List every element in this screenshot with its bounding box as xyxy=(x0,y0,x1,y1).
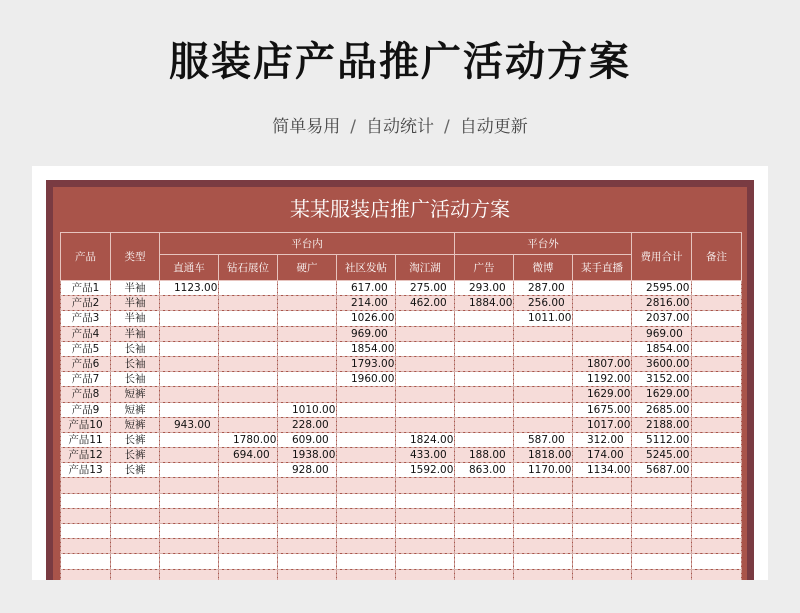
cell-msz[interactable]: 1807.00 xyxy=(573,356,632,371)
cell-note[interactable] xyxy=(692,417,742,432)
cell-product[interactable] xyxy=(61,478,111,493)
cell-yg[interactable] xyxy=(278,311,337,326)
header-channel: 微博 xyxy=(514,255,573,281)
header-product: 产品 xyxy=(61,233,111,281)
cell-total[interactable]: 1629.00 xyxy=(632,387,692,402)
cell-tjh[interactable] xyxy=(396,356,455,371)
cell-sqft[interactable]: 1854.00 xyxy=(337,341,396,356)
cell-msz[interactable] xyxy=(573,478,632,493)
cell-total[interactable]: 2685.00 xyxy=(632,402,692,417)
cell-ztc[interactable] xyxy=(160,341,219,356)
cell-wb[interactable] xyxy=(514,402,573,417)
cell-wb[interactable] xyxy=(514,493,573,508)
cell-yg[interactable]: 928.00 xyxy=(278,463,337,478)
cell-ztc[interactable] xyxy=(160,508,219,523)
cell-msz[interactable]: 312.00 xyxy=(573,432,632,447)
cell-type[interactable] xyxy=(111,554,160,569)
cell-yg[interactable]: 228.00 xyxy=(278,417,337,432)
cell-sqft[interactable]: 617.00 xyxy=(337,281,396,296)
header-total: 费用合计 xyxy=(632,233,692,281)
table-row xyxy=(61,432,742,447)
cell-note[interactable] xyxy=(692,311,742,326)
header-channel: 某手直播 xyxy=(573,255,632,281)
cell-yg[interactable] xyxy=(278,356,337,371)
cell-wb[interactable]: 287.00 xyxy=(514,281,573,296)
cell-gg[interactable] xyxy=(455,372,514,387)
cell-sqft[interactable]: 1793.00 xyxy=(337,356,396,371)
cell-zszw[interactable] xyxy=(219,417,278,432)
cell-yg[interactable] xyxy=(278,372,337,387)
cell-type[interactable]: 半袖 xyxy=(111,281,160,296)
cell-zszw[interactable] xyxy=(219,372,278,387)
cell-gg[interactable]: 293.00 xyxy=(455,281,514,296)
cell-wb[interactable] xyxy=(514,341,573,356)
cell-msz[interactable] xyxy=(573,341,632,356)
cell-yg[interactable] xyxy=(278,524,337,539)
cell-sqft[interactable] xyxy=(337,478,396,493)
cell-msz[interactable] xyxy=(573,493,632,508)
cell-tjh[interactable]: 433.00 xyxy=(396,448,455,463)
cell-note[interactable] xyxy=(692,569,742,580)
cell-gg[interactable]: 188.00 xyxy=(455,448,514,463)
cell-zszw[interactable] xyxy=(219,463,278,478)
cell-total[interactable]: 5245.00 xyxy=(632,448,692,463)
cell-type[interactable]: 长袖 xyxy=(111,356,160,371)
header-channel: 广告 xyxy=(455,255,514,281)
cell-ztc[interactable] xyxy=(160,554,219,569)
cell-tjh[interactable] xyxy=(396,493,455,508)
header-channel: 社区发帖 xyxy=(337,255,396,281)
cell-note[interactable] xyxy=(692,554,742,569)
table-row xyxy=(61,524,742,539)
cell-yg[interactable] xyxy=(278,341,337,356)
cell-gg[interactable] xyxy=(455,356,514,371)
cell-note[interactable] xyxy=(692,341,742,356)
cell-gg[interactable] xyxy=(455,508,514,523)
cell-wb[interactable] xyxy=(514,387,573,402)
cell-total[interactable]: 3152.00 xyxy=(632,372,692,387)
cell-gg[interactable] xyxy=(455,417,514,432)
cell-product[interactable]: 产品6 xyxy=(61,356,111,371)
table-row xyxy=(61,539,742,554)
cell-ztc[interactable] xyxy=(160,387,219,402)
cell-product[interactable] xyxy=(61,554,111,569)
cell-product[interactable] xyxy=(61,524,111,539)
cell-gg[interactable] xyxy=(455,341,514,356)
cell-zszw[interactable] xyxy=(219,387,278,402)
table-row xyxy=(61,478,742,493)
cell-product[interactable]: 产品3 xyxy=(61,311,111,326)
cell-total[interactable]: 1854.00 xyxy=(632,341,692,356)
cell-msz[interactable] xyxy=(573,311,632,326)
cell-wb[interactable] xyxy=(514,417,573,432)
cell-gg[interactable] xyxy=(455,387,514,402)
cell-zszw[interactable]: 694.00 xyxy=(219,448,278,463)
cell-wb[interactable] xyxy=(514,569,573,580)
cell-product[interactable]: 产品7 xyxy=(61,372,111,387)
cell-wb[interactable] xyxy=(514,539,573,554)
cell-gg[interactable] xyxy=(455,539,514,554)
cell-yg[interactable] xyxy=(278,387,337,402)
table-row xyxy=(61,554,742,569)
cell-tjh[interactable] xyxy=(396,508,455,523)
cell-ztc[interactable] xyxy=(160,539,219,554)
cell-note[interactable] xyxy=(692,463,742,478)
cell-tjh[interactable] xyxy=(396,387,455,402)
cell-type[interactable]: 短裤 xyxy=(111,402,160,417)
cell-ztc[interactable] xyxy=(160,493,219,508)
cell-zszw[interactable] xyxy=(219,569,278,580)
cell-yg[interactable] xyxy=(278,493,337,508)
cell-type[interactable] xyxy=(111,508,160,523)
cell-zszw[interactable] xyxy=(219,296,278,311)
cell-note[interactable] xyxy=(692,448,742,463)
cell-msz[interactable]: 1629.00 xyxy=(573,387,632,402)
table-row xyxy=(61,341,742,356)
cell-ztc[interactable] xyxy=(160,296,219,311)
cell-note[interactable] xyxy=(692,326,742,341)
cell-ztc[interactable] xyxy=(160,432,219,447)
cell-zszw[interactable] xyxy=(219,524,278,539)
cell-sqft[interactable] xyxy=(337,463,396,478)
table-body xyxy=(61,281,742,581)
spreadsheet-preview xyxy=(32,166,768,580)
cell-yg[interactable]: 1010.00 xyxy=(278,402,337,417)
cell-type[interactable]: 长裤 xyxy=(111,448,160,463)
cell-sqft[interactable] xyxy=(337,569,396,580)
cell-sqft[interactable] xyxy=(337,402,396,417)
sheet-title: 某某服装店推广活动方案 xyxy=(290,197,510,221)
cell-wb[interactable]: 1170.00 xyxy=(514,463,573,478)
table-row xyxy=(61,569,742,580)
cell-msz[interactable] xyxy=(573,296,632,311)
header-channel: 钻石展位 xyxy=(219,255,278,281)
table-row xyxy=(61,417,742,432)
cell-zszw[interactable] xyxy=(219,281,278,296)
cell-tjh[interactable]: 1592.00 xyxy=(396,463,455,478)
cell-type[interactable]: 长裤 xyxy=(111,432,160,447)
cell-note[interactable] xyxy=(692,387,742,402)
cell-gg[interactable] xyxy=(455,311,514,326)
cell-product[interactable] xyxy=(61,493,111,508)
header-type: 类型 xyxy=(111,233,160,281)
cell-product[interactable]: 产品2 xyxy=(61,296,111,311)
cell-msz[interactable] xyxy=(573,524,632,539)
cell-total[interactable]: 5687.00 xyxy=(632,463,692,478)
cell-product[interactable]: 产品1 xyxy=(61,281,111,296)
subtitle-item-easy: 简单易用 xyxy=(272,117,341,137)
cell-type[interactable] xyxy=(111,539,160,554)
cell-total[interactable] xyxy=(632,508,692,523)
cell-gg[interactable] xyxy=(455,554,514,569)
cell-type[interactable]: 长袖 xyxy=(111,341,160,356)
cell-ztc[interactable] xyxy=(160,402,219,417)
cell-product[interactable]: 产品12 xyxy=(61,448,111,463)
cell-type[interactable]: 短裤 xyxy=(111,387,160,402)
table-row xyxy=(61,372,742,387)
cell-zszw[interactable] xyxy=(219,478,278,493)
cell-product[interactable] xyxy=(61,508,111,523)
cell-wb[interactable] xyxy=(514,524,573,539)
cell-tjh[interactable] xyxy=(396,311,455,326)
cell-total[interactable]: 2037.00 xyxy=(632,311,692,326)
cell-msz[interactable] xyxy=(573,326,632,341)
cell-note[interactable] xyxy=(692,356,742,371)
cell-type[interactable]: 长袖 xyxy=(111,372,160,387)
cell-yg[interactable] xyxy=(278,296,337,311)
header-group-external: 平台外 xyxy=(455,233,632,255)
cell-sqft[interactable] xyxy=(337,448,396,463)
cell-ztc[interactable] xyxy=(160,448,219,463)
cell-wb[interactable]: 587.00 xyxy=(514,432,573,447)
cell-product[interactable]: 产品13 xyxy=(61,463,111,478)
table-row xyxy=(61,448,742,463)
cell-note[interactable] xyxy=(692,281,742,296)
cell-yg[interactable] xyxy=(278,281,337,296)
cell-yg[interactable] xyxy=(278,326,337,341)
cell-product[interactable]: 产品8 xyxy=(61,387,111,402)
page-title: 服装店产品推广活动方案 xyxy=(169,39,631,85)
cell-tjh[interactable]: 1824.00 xyxy=(396,432,455,447)
cell-yg[interactable]: 609.00 xyxy=(278,432,337,447)
table-row xyxy=(61,387,742,402)
cell-total[interactable]: 5112.00 xyxy=(632,432,692,447)
subtitle xyxy=(0,112,800,137)
cell-wb[interactable]: 256.00 xyxy=(514,296,573,311)
cell-zszw[interactable] xyxy=(219,554,278,569)
cell-gg[interactable] xyxy=(455,493,514,508)
cell-yg[interactable] xyxy=(278,554,337,569)
cell-tjh[interactable] xyxy=(396,539,455,554)
cell-zszw[interactable] xyxy=(219,341,278,356)
cell-type[interactable] xyxy=(111,524,160,539)
cell-gg[interactable] xyxy=(455,478,514,493)
cell-zszw[interactable] xyxy=(219,493,278,508)
subtitle-separator: / xyxy=(444,117,450,137)
cell-zszw[interactable]: 1780.00 xyxy=(219,432,278,447)
cell-total[interactable]: 3600.00 xyxy=(632,356,692,371)
cell-note[interactable] xyxy=(692,539,742,554)
cell-type[interactable] xyxy=(111,569,160,580)
table-row xyxy=(61,402,742,417)
cell-ztc[interactable]: 1123.00 xyxy=(160,281,219,296)
cell-msz[interactable]: 174.00 xyxy=(573,448,632,463)
cell-zszw[interactable] xyxy=(219,402,278,417)
cell-yg[interactable] xyxy=(278,478,337,493)
table-row xyxy=(61,311,742,326)
cell-type[interactable] xyxy=(111,478,160,493)
cell-note[interactable] xyxy=(692,524,742,539)
cell-msz[interactable] xyxy=(573,539,632,554)
cell-type[interactable]: 半袖 xyxy=(111,311,160,326)
cell-sqft[interactable]: 969.00 xyxy=(337,326,396,341)
header-note: 备注 xyxy=(692,233,742,281)
cell-sqft[interactable]: 1026.00 xyxy=(337,311,396,326)
cell-sqft[interactable]: 1960.00 xyxy=(337,372,396,387)
cell-wb[interactable] xyxy=(514,372,573,387)
cell-sqft[interactable] xyxy=(337,417,396,432)
cell-tjh[interactable] xyxy=(396,341,455,356)
subtitle-item-update: 自动更新 xyxy=(459,117,528,137)
cell-product[interactable]: 产品10 xyxy=(61,417,111,432)
cell-ztc[interactable] xyxy=(160,524,219,539)
cell-gg[interactable] xyxy=(455,432,514,447)
cell-tjh[interactable] xyxy=(396,372,455,387)
cell-ztc[interactable] xyxy=(160,326,219,341)
cell-sqft[interactable] xyxy=(337,539,396,554)
cell-tjh[interactable]: 462.00 xyxy=(396,296,455,311)
cell-total[interactable] xyxy=(632,554,692,569)
cell-tjh[interactable]: 275.00 xyxy=(396,281,455,296)
cell-yg[interactable] xyxy=(278,508,337,523)
cell-msz[interactable] xyxy=(573,281,632,296)
cell-wb[interactable] xyxy=(514,356,573,371)
cell-product[interactable]: 产品11 xyxy=(61,432,111,447)
cell-sqft[interactable] xyxy=(337,432,396,447)
cell-ztc[interactable] xyxy=(160,372,219,387)
cell-msz[interactable]: 1134.00 xyxy=(573,463,632,478)
cell-yg[interactable] xyxy=(278,539,337,554)
table-row xyxy=(61,296,742,311)
cell-msz[interactable]: 1675.00 xyxy=(573,402,632,417)
cell-zszw[interactable] xyxy=(219,356,278,371)
cell-type[interactable]: 半袖 xyxy=(111,326,160,341)
cell-sqft[interactable] xyxy=(337,493,396,508)
cell-yg[interactable] xyxy=(278,569,337,580)
cell-total[interactable]: 2816.00 xyxy=(632,296,692,311)
cell-product[interactable] xyxy=(61,569,111,580)
cell-sqft[interactable] xyxy=(337,554,396,569)
cell-zszw[interactable] xyxy=(219,326,278,341)
cell-tjh[interactable] xyxy=(396,524,455,539)
cell-total[interactable] xyxy=(632,539,692,554)
cell-wb[interactable] xyxy=(514,554,573,569)
cell-gg[interactable] xyxy=(455,569,514,580)
table-row xyxy=(61,463,742,478)
header-group-internal: 平台内 xyxy=(160,233,455,255)
cell-gg[interactable]: 863.00 xyxy=(455,463,514,478)
table-row xyxy=(61,508,742,523)
cell-yg[interactable]: 1938.00 xyxy=(278,448,337,463)
cell-product[interactable]: 产品4 xyxy=(61,326,111,341)
cell-wb[interactable] xyxy=(514,508,573,523)
cell-sqft[interactable] xyxy=(337,387,396,402)
cell-sqft[interactable] xyxy=(337,508,396,523)
cell-ztc[interactable] xyxy=(160,463,219,478)
table-row xyxy=(61,356,742,371)
cell-msz[interactable] xyxy=(573,508,632,523)
cell-gg[interactable] xyxy=(455,326,514,341)
cell-gg[interactable]: 1884.00 xyxy=(455,296,514,311)
cell-total[interactable] xyxy=(632,478,692,493)
cell-note[interactable] xyxy=(692,296,742,311)
cell-sqft[interactable] xyxy=(337,524,396,539)
cell-sqft[interactable]: 214.00 xyxy=(337,296,396,311)
cell-wb[interactable]: 1818.00 xyxy=(514,448,573,463)
cell-ztc[interactable] xyxy=(160,356,219,371)
table-row xyxy=(61,493,742,508)
cell-note[interactable] xyxy=(692,478,742,493)
cell-tjh[interactable] xyxy=(396,569,455,580)
cell-gg[interactable] xyxy=(455,524,514,539)
sheet-frame xyxy=(46,180,754,580)
cell-total[interactable] xyxy=(632,524,692,539)
cell-zszw[interactable] xyxy=(219,311,278,326)
header-channel: 硬广 xyxy=(278,255,337,281)
cell-total[interactable]: 969.00 xyxy=(632,326,692,341)
table-row xyxy=(61,281,742,296)
campaign-table xyxy=(60,232,742,580)
cell-wb[interactable]: 1011.00 xyxy=(514,311,573,326)
cell-msz[interactable]: 1017.00 xyxy=(573,417,632,432)
cell-zszw[interactable] xyxy=(219,539,278,554)
cell-zszw[interactable] xyxy=(219,508,278,523)
cell-ztc[interactable] xyxy=(160,569,219,580)
cell-note[interactable] xyxy=(692,372,742,387)
header-channel: 淘江湖 xyxy=(396,255,455,281)
cell-ztc[interactable]: 943.00 xyxy=(160,417,219,432)
cell-product[interactable]: 产品9 xyxy=(61,402,111,417)
cell-wb[interactable] xyxy=(514,326,573,341)
cell-msz[interactable]: 1192.00 xyxy=(573,372,632,387)
cell-note[interactable] xyxy=(692,508,742,523)
subtitle-separator: / xyxy=(350,117,356,137)
cell-ztc[interactable] xyxy=(160,311,219,326)
cell-total[interactable] xyxy=(632,493,692,508)
cell-msz[interactable] xyxy=(573,569,632,580)
header-channel: 直通车 xyxy=(160,255,219,281)
cell-type[interactable]: 短裤 xyxy=(111,417,160,432)
cell-tjh[interactable] xyxy=(396,478,455,493)
cell-msz[interactable] xyxy=(573,554,632,569)
cell-type[interactable]: 长裤 xyxy=(111,463,160,478)
cell-note[interactable] xyxy=(692,402,742,417)
cell-total[interactable] xyxy=(632,569,692,580)
cell-type[interactable]: 半袖 xyxy=(111,296,160,311)
cell-total[interactable]: 2595.00 xyxy=(632,281,692,296)
table-row xyxy=(61,326,742,341)
cell-total[interactable]: 2188.00 xyxy=(632,417,692,432)
cell-note[interactable] xyxy=(692,493,742,508)
sheet-body xyxy=(53,187,747,580)
cell-note[interactable] xyxy=(692,432,742,447)
cell-product[interactable]: 产品5 xyxy=(61,341,111,356)
cell-ztc[interactable] xyxy=(160,478,219,493)
cell-wb[interactable] xyxy=(514,478,573,493)
cell-tjh[interactable] xyxy=(396,417,455,432)
cell-tjh[interactable] xyxy=(396,554,455,569)
subtitle-item-stats: 自动统计 xyxy=(366,117,434,137)
cell-tjh[interactable] xyxy=(396,402,455,417)
cell-tjh[interactable] xyxy=(396,326,455,341)
cell-product[interactable] xyxy=(61,539,111,554)
cell-type[interactable] xyxy=(111,493,160,508)
cell-gg[interactable] xyxy=(455,402,514,417)
